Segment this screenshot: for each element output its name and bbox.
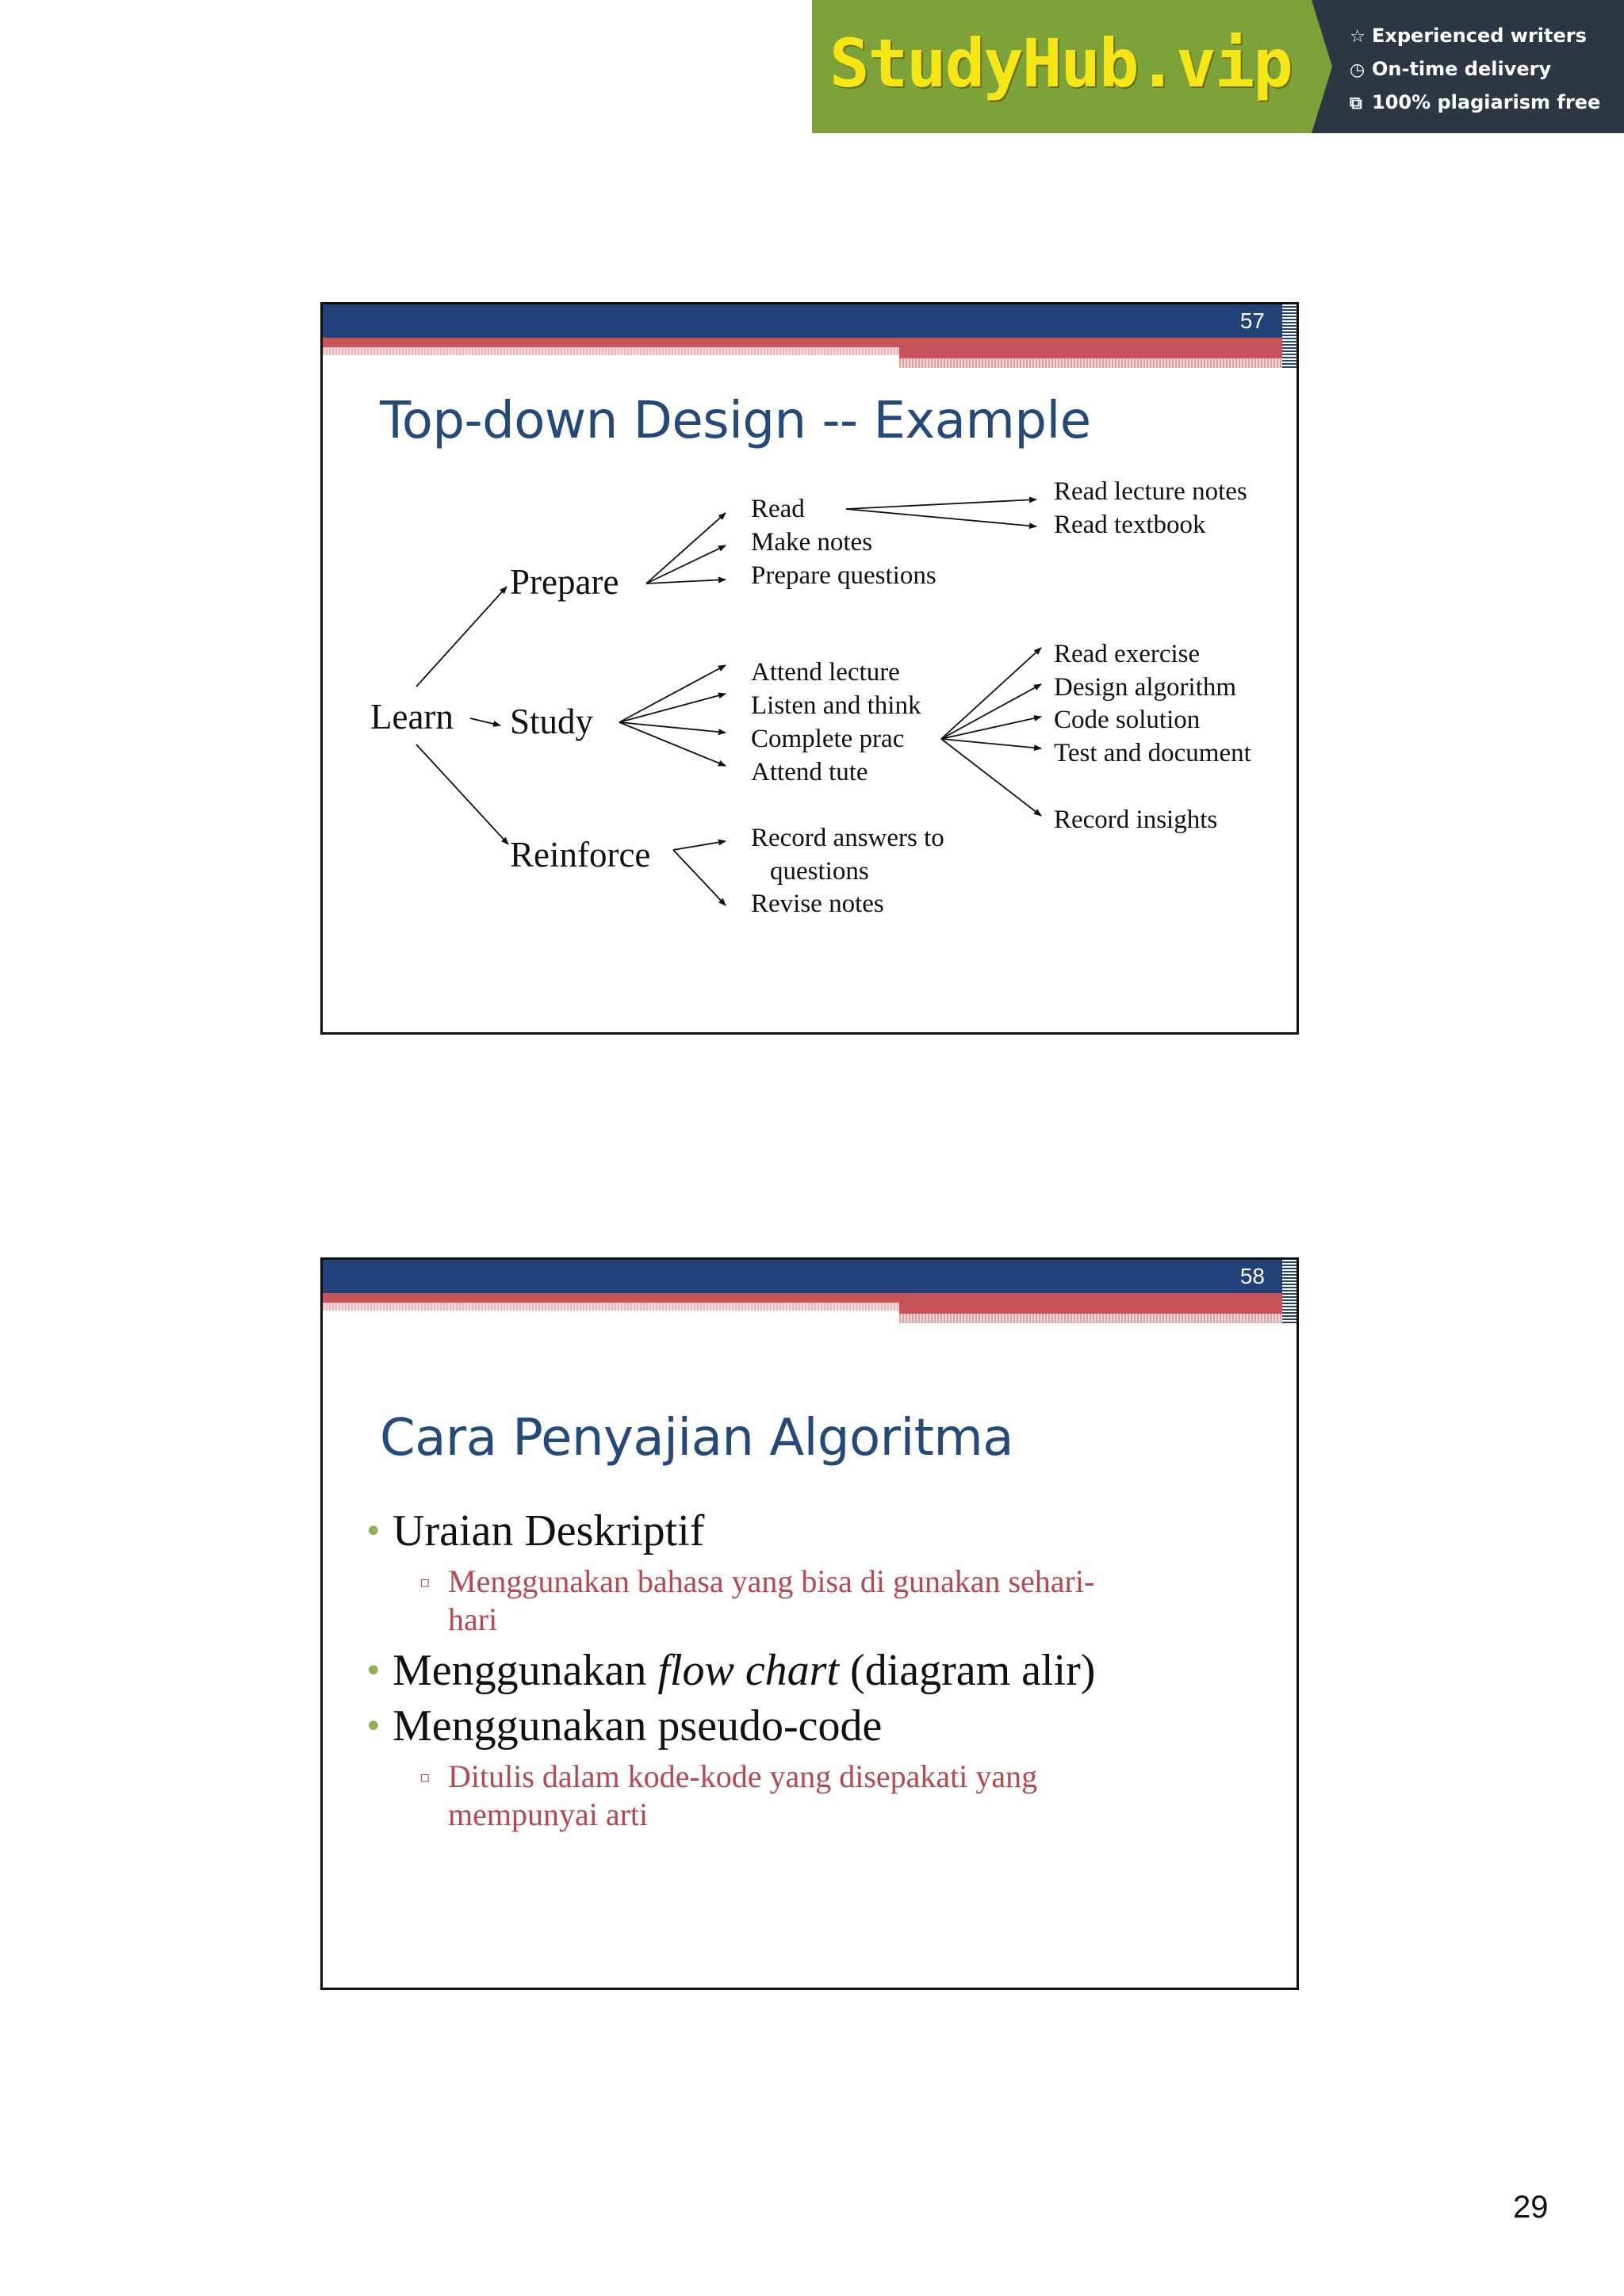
sub-bullet-bahasa	[419, 1563, 1209, 1639]
bullet-text-italic: flow chart	[657, 1646, 840, 1695]
arrow-prac-test	[941, 739, 1041, 748]
feature-plagiarism-free	[1350, 86, 1600, 119]
node-read-lecture-notes: Read lecture notes	[1054, 477, 1247, 506]
node-revise-notes: Revise notes	[751, 890, 884, 918]
node-record-answers-cont: questions	[770, 857, 869, 886]
slide-header-stripe	[323, 1293, 1282, 1303]
feature-experienced-writers	[1350, 19, 1600, 52]
arrow-prac-insights	[941, 739, 1041, 816]
arrow-prac-read-exercise	[941, 648, 1041, 739]
arrow-study-listen	[619, 694, 726, 722]
feature-label: 100% plagiarism free	[1372, 91, 1601, 113]
arrow-read-textbook	[846, 509, 1036, 526]
slide-header-bar	[323, 1260, 1282, 1293]
sub-bullet-line: hari	[448, 1601, 498, 1637]
brand-logo: StudyHub.vip	[829, 25, 1292, 102]
feature-label: On-time delivery	[1372, 58, 1552, 80]
node-prepare-questions: Prepare questions	[751, 561, 936, 590]
sub-bullet-line: Menggunakan bahasa yang bisa di gunakan sehari-	[448, 1563, 1095, 1599]
feature-label: Experienced writers	[1372, 25, 1587, 47]
arrow-learn-prepare	[416, 587, 507, 687]
node-make-notes: Make notes	[751, 528, 873, 557]
bullet-dot: •	[364, 1709, 383, 1745]
slide-57	[320, 302, 1299, 1035]
arrow-learn-study	[470, 718, 500, 725]
arrow-study-attend-lecture	[619, 665, 726, 722]
copy-icon: ⧉	[1350, 94, 1362, 113]
arrow-study-prac	[619, 722, 726, 733]
bullet-dot: •	[364, 1653, 383, 1689]
arrow-prepare-make-notes	[646, 545, 726, 584]
node-record-insights: Record insights	[1054, 806, 1218, 834]
arrow-read-lecture-notes	[846, 499, 1036, 509]
bullet-uraian-deskriptif	[364, 1506, 705, 1556]
node-complete-prac: Complete prac	[751, 725, 905, 753]
node-reinforce: Reinforce	[510, 835, 651, 874]
sub-bullet-line: mempunyai arti	[448, 1797, 649, 1832]
slide-header-stripe-light	[323, 1303, 899, 1311]
node-learn: Learn	[370, 697, 454, 737]
page-number: 29	[1513, 2190, 1549, 2225]
bullet-flow-chart	[364, 1645, 1096, 1696]
arrow-study-tute	[619, 722, 726, 766]
feature-list	[1350, 19, 1600, 119]
node-attend-tute: Attend tute	[751, 758, 868, 786]
slide-title: Top-down Design -- Example	[380, 392, 1091, 450]
slide-header-dots	[1282, 1260, 1298, 1323]
arrow-reinforce-record	[673, 841, 726, 850]
bullet-text: Menggunakan	[393, 1646, 658, 1695]
node-study: Study	[510, 702, 594, 741]
node-code-solution: Code solution	[1054, 706, 1201, 734]
banner-arrow	[1312, 0, 1332, 133]
slide-number: 57	[1239, 308, 1265, 333]
node-read-textbook: Read textbook	[1054, 511, 1206, 539]
node-read: Read	[751, 495, 805, 523]
feature-on-time-delivery	[1350, 52, 1600, 86]
node-prepare: Prepare	[510, 562, 619, 602]
square-bullet-icon: ▫	[419, 1572, 431, 1591]
sub-bullet-kode	[419, 1758, 1209, 1834]
bullet-text: Menggunakan pseudo-code	[393, 1701, 883, 1751]
clock-icon: ◷	[1350, 60, 1365, 80]
node-record-answers: Record answers to	[751, 824, 944, 852]
node-test-and-document: Test and document	[1054, 739, 1251, 767]
arrow-prepare-read	[646, 513, 726, 584]
node-design-algorithm: Design algorithm	[1054, 673, 1237, 702]
square-bullet-icon: ▫	[419, 1767, 431, 1786]
bullet-dot: •	[364, 1513, 383, 1550]
node-listen-and-think: Listen and think	[751, 691, 921, 720]
arrow-prac-code	[941, 717, 1041, 739]
node-attend-lecture: Attend lecture	[751, 658, 900, 687]
arrow-learn-reinforce	[416, 744, 508, 844]
sub-bullet-line: Ditulis dalam kode-kode yang disepakati yang	[448, 1758, 1038, 1794]
bullet-text: (diagram alir)	[839, 1646, 1096, 1695]
node-read-exercise: Read exercise	[1054, 640, 1201, 668]
arrow-reinforce-revise	[673, 850, 726, 905]
bullet-text: Uraian Deskriptif	[393, 1506, 705, 1556]
banner-brand-panel	[812, 0, 1312, 133]
bullet-pseudo-code	[364, 1701, 883, 1751]
slide-title: Cara Penyajian Algoritma	[380, 1409, 1013, 1468]
slide-number: 58	[1239, 1264, 1265, 1288]
arrow-prepare-questions	[646, 580, 726, 584]
slide-header-stripe-accent-light	[899, 1314, 1282, 1323]
studyhub-banner[interactable]	[812, 0, 1624, 133]
slide-58	[320, 1257, 1299, 1990]
star-icon: ☆	[1350, 27, 1365, 47]
slide-header-stripe-accent	[899, 1303, 1282, 1314]
